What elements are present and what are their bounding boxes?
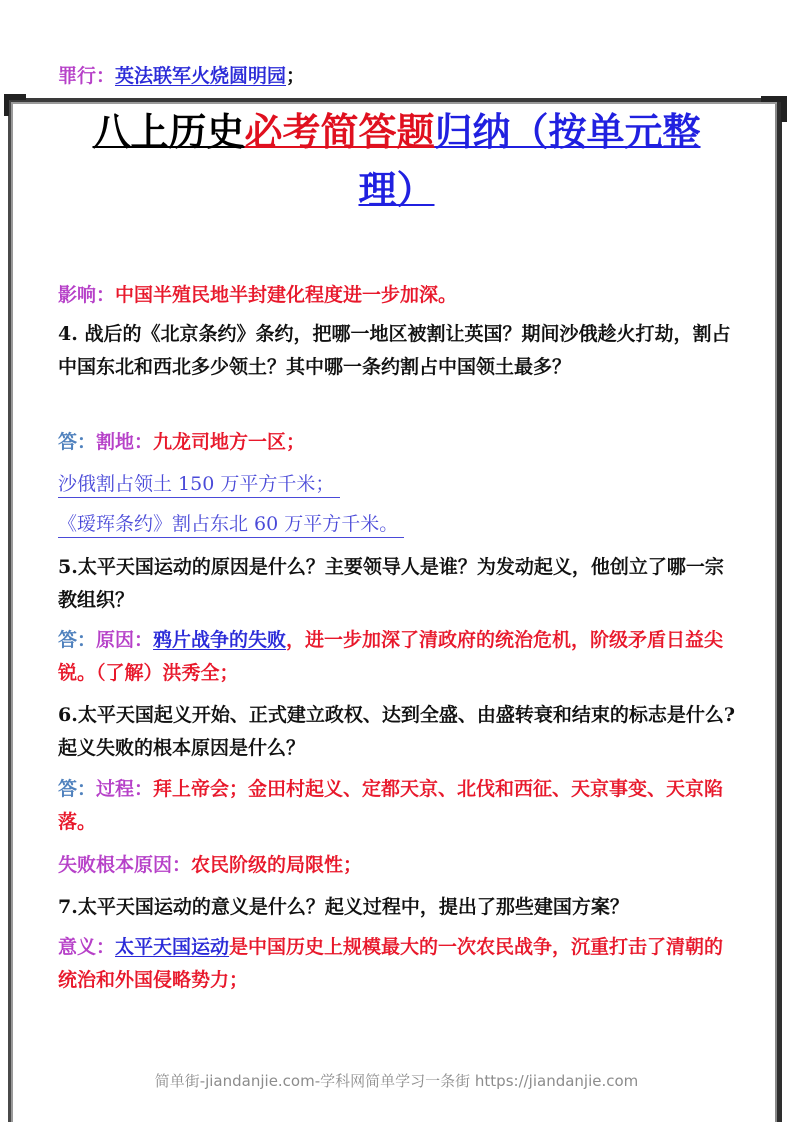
q6-question: 6.太平天国起义开始、正式建立政权、达到全盛、由盛转衰和结束的标志是什么?起义失败的根本原因是什么？ <box>58 704 735 759</box>
footer-watermark: 简单街-jiandanjie.com-学科网简单学习一条街 https://jiandanjie.com <box>154 1072 639 1090</box>
crime-label: 罪行： <box>58 65 116 87</box>
q7-significance-text: 是中国历史上规模最大的一次农民战争，沉重打击了清朝的统治和外国侵略势力； <box>58 936 724 991</box>
q4-russia-land: 沙俄割占领土 150 万平方千米； <box>58 471 340 498</box>
q4-aigun-treaty: 《瑷珲条约》割占东北 60 万平方千米。 <box>58 511 404 538</box>
q7-answer <box>58 931 738 997</box>
q6-process-label: 过程： <box>96 778 154 800</box>
q7-question: 7.太平天国运动的意义是什么？起义过程中，提出了那些建国方案？ <box>58 896 629 918</box>
q4-cede-label: 割地： <box>96 431 154 453</box>
title-part-2: 必考简答题 <box>244 109 435 154</box>
q5-cause-label: 原因： <box>96 629 154 651</box>
q6-process-text: 拜上帝会；金田村起义、定都天京、北伐和西征、天京事变、天京陷落。 <box>58 778 724 833</box>
page-title <box>70 103 723 219</box>
q6-failure-label: 失败根本原因： <box>58 854 192 876</box>
q6-failure-text: 农民阶级的局限性； <box>191 854 363 876</box>
q5-question: 5.太平天国运动的原因是什么？主要领导人是谁？为发动起义，他创立了哪一宗教组织？ <box>58 556 724 611</box>
title-part-3: 归纳（按单元整 <box>434 109 701 154</box>
q4-answer-2 <box>58 468 738 501</box>
crime-line <box>58 60 738 93</box>
impact-text: 中国半殖民地半封建化程度进一步加深。 <box>115 284 458 306</box>
q4-question: 4. 战后的《北京条约》条约，把哪一地区被割让英国？期间沙俄趁火打劫，割占中国东北和西北多少领土？其中哪一条约割占中国领土最多？ <box>58 323 731 378</box>
frame-corner-right <box>761 96 787 122</box>
q4-cede-text: 九龙司地方一区； <box>153 431 306 453</box>
impact-line <box>58 279 738 312</box>
q4-answer-label: 答： <box>58 431 97 453</box>
q7-significance-label: 意义： <box>58 936 116 958</box>
q5-answer <box>58 624 738 690</box>
title-part-4: 理） <box>358 167 435 212</box>
crime-text: 英法联军火烧圆明园 <box>115 65 287 87</box>
q5-cause-link: 鸦片战争的失败 <box>153 629 287 651</box>
crime-end: ； <box>286 65 306 87</box>
impact-label: 影响： <box>58 284 116 306</box>
q4-answer-1 <box>58 426 738 459</box>
q6-answer-label: 答： <box>58 778 97 800</box>
q5-answer-label: 答： <box>58 629 97 651</box>
frame-corner-left <box>4 94 26 116</box>
q4-answer-3 <box>58 508 738 541</box>
q6-failure <box>58 849 738 882</box>
title-part-1: 八上历史 <box>92 109 245 154</box>
q6-answer <box>58 773 738 839</box>
q7-significance-link: 太平天国运动 <box>115 936 230 958</box>
q5-cause-text: ，进一步加深了清政府的统治危机，阶级矛盾日益尖锐。（了解）洪秀全； <box>58 629 724 684</box>
